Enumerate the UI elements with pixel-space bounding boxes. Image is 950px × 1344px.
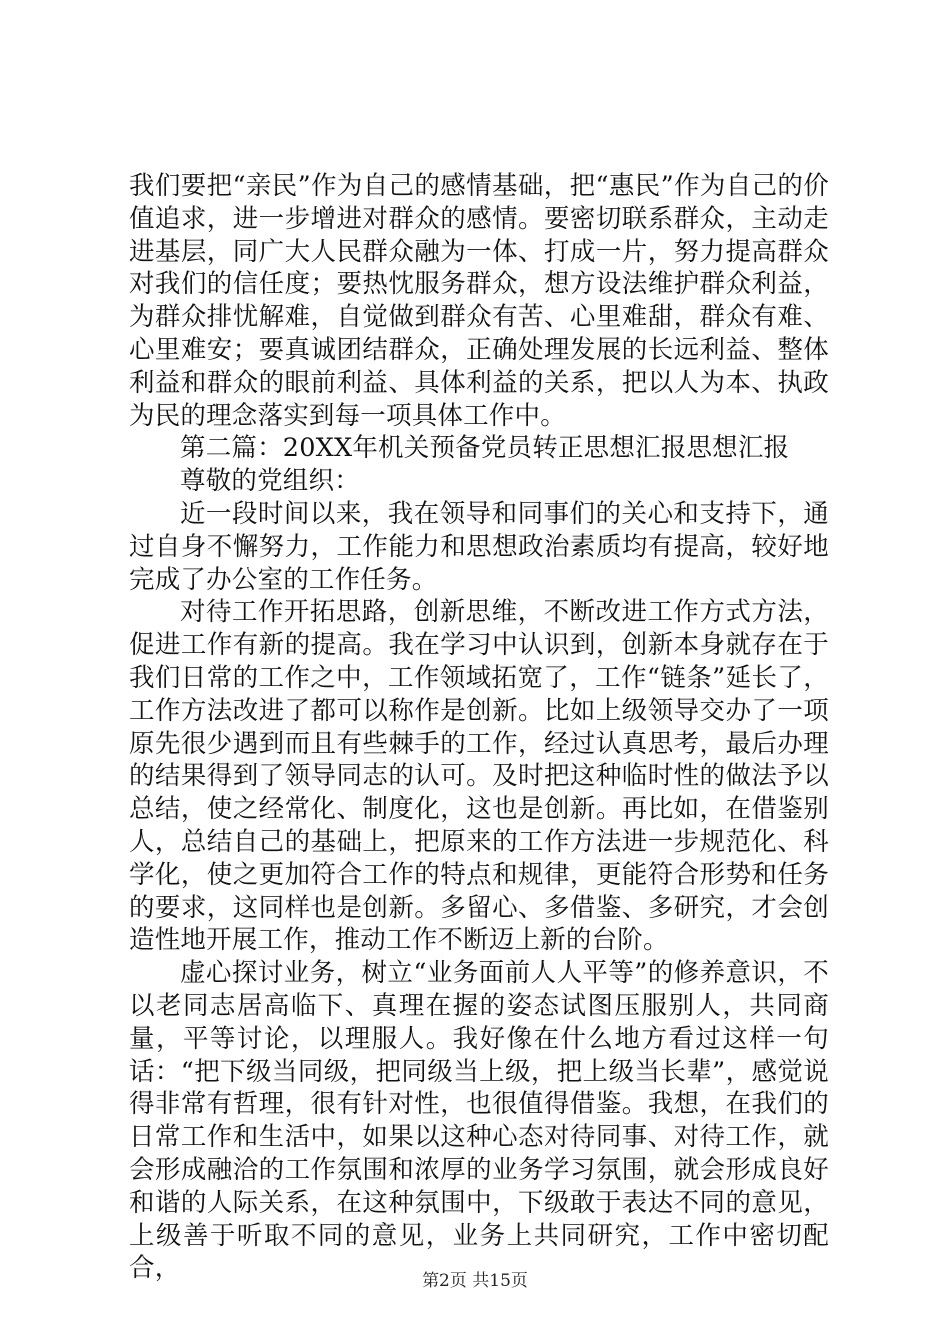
salutation: 尊敬的党组织： <box>180 466 360 497</box>
paragraph-3: 对待工作开拓思路，创新思维，不断改进工作方式方法，促进工作有新的提高。我在学习中认识到，创新本身就存在于我们日常的工作之中，工作领域拓宽了，工作“链条”延长了，工作方法改进了都可以称作是创新。比如上级领导交办了一项原先很少遇到而且有些棘手的工作，经过认真思考，最后办理的结果得到了领导同志的认可。及时把这种临时性的做法予以总结，使之经常化、制度化，这也是创新。再比如，在借鉴别人，总结自己的基础上，把原来的工作方法进一步规范化、科学化，使之更加符合工作的特点和规律，更能符合形势和任务的要求，这同样也是创新。多留心、多借鉴、多研究，才会创造性地开展工作，推动工作不断迈上新的台阶。 <box>129 597 829 956</box>
document-body <box>129 170 829 1285</box>
section-heading: 第二篇：20XX年机关预备党员转正思想汇报思想汇报 <box>180 433 790 464</box>
paragraph-2: 近一段时间以来，我在领导和同事们的关心和支持下，通过自身不懈努力，工作能力和思想政治素质均有提高，较好地完成了办公室的工作任务。 <box>129 498 829 595</box>
paragraph-4: 虚心探讨业务，树立“业务面前人人平等”的修养意识，不以老同志居高临下、真理在握的姿态试图压服别人，共同商量，平等讨论，以理服人。我好像在什么地方看过这样一句话：“把下级当同级，把同级当上级，把上级当长辈”，感觉说得非常有哲理，很有针对性，也很值得借鉴。我想，在我们的日常工作和生活中，如果以这种心态对待同事、对待工作，就会形成融洽的工作氛围和浓厚的业务学习氛围，就会形成良好和谐的人际关系，在这种氛围中，下级敢于表达不同的意见，上级善于听取不同的意见，业务上共同研究，工作中密切配合， <box>129 958 829 1284</box>
paragraph-1: 我们要把“亲民”作为自己的感情基础，把“惠民”作为自己的价值追求，进一步增进对群众的感情。要密切联系群众，主动走进基层，同广大人民群众融为一体、打成一片，努力提高群众对我们的信任度；要热忱服务群众，想方设法维护群众利益，为群众排忧解难，自觉做到群众有苦、心里难甜，群众有难、心里难安；要真诚团结群众，正确处理发展的长远利益、整体利益和群众的眼前利益、具体利益的关系，把以人为本、执政为民的理念落实到每一项具体工作中。 <box>129 171 829 431</box>
page-number-footer: 第2页 共15页 <box>422 1271 528 1291</box>
